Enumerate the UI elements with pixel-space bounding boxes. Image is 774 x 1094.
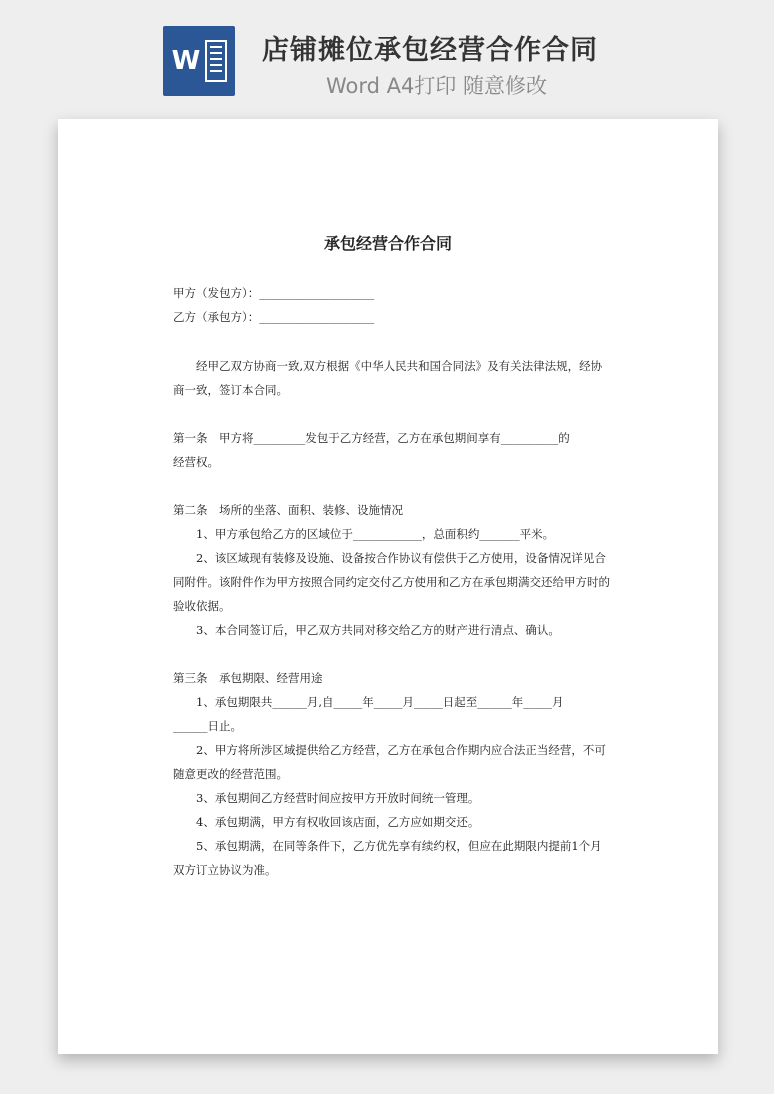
article2-item1: 1、甲方承包给乙方的区域位于____________，总面积约_______平米。 — [196, 527, 555, 541]
document-body — [173, 281, 613, 882]
article1-line2: 经营权。 — [173, 455, 219, 469]
word-icon-letter: W — [171, 46, 201, 76]
article3-heading: 第三条 承包期限、经营用途 — [173, 671, 323, 685]
article3-item2: 2、甲方将所涉区域提供给乙方经营，乙方在承包合作期内应合法正当经营，不可随意更改的经营范围。 — [173, 743, 606, 781]
article3-item3: 3、承包期间乙方经营时间应按甲方开放时间统一管理。 — [196, 791, 480, 805]
page-title: 店铺摊位承包经营合作合同 — [262, 35, 598, 66]
article2-item2: 2、该区域现有装修及设施、设备按合作协议有偿供于乙方使用，设备情况详见合同附件。该附件作为甲方按照合同约定交付乙方使用和乙方在承包期满交还给甲方时的验收依据。 — [173, 551, 610, 613]
article2-item3: 3、本合同签订后，甲乙双方共同对移交给乙方的财产进行清点、确认。 — [196, 623, 560, 637]
article2-heading: 第二条 场所的坐落、面积、装修、设施情况 — [173, 503, 403, 517]
article3-item5: 5、承包期满，在同等条件下，乙方优先享有续约权，但应在此期限内提前1个月双方订立协议为准。 — [173, 839, 602, 877]
party-b-line: 乙方（承包方）：____________________ — [173, 310, 375, 324]
page-subtitle: Word A4打印 随意修改 — [326, 74, 548, 98]
article3-item4: 4、承包期满，甲方有权收回该店面，乙方应如期交还。 — [196, 815, 480, 829]
article3-item1-line2: ______日止。 — [173, 719, 242, 733]
article1-line1: 第一条 甲方将_________发包于乙方经营，乙方在承包期间享有__________的 — [173, 431, 570, 445]
intro-paragraph: 经甲乙双方协商一致,双方根据《中华人民共和国合同法》及有关法律法规，经协商一致，签订本合同。 — [173, 359, 603, 397]
header — [0, 0, 774, 110]
party-a-line: 甲方（发包方）：____________________ — [173, 286, 375, 300]
word-icon — [163, 26, 235, 96]
article3-item1-line1: 1、承包期限共______月,自_____年_____月_____日起至______年_____月 — [196, 695, 564, 709]
document-title: 承包经营合作合同 — [323, 234, 452, 253]
document-page — [58, 119, 718, 1054]
document-lines-icon — [205, 40, 227, 82]
